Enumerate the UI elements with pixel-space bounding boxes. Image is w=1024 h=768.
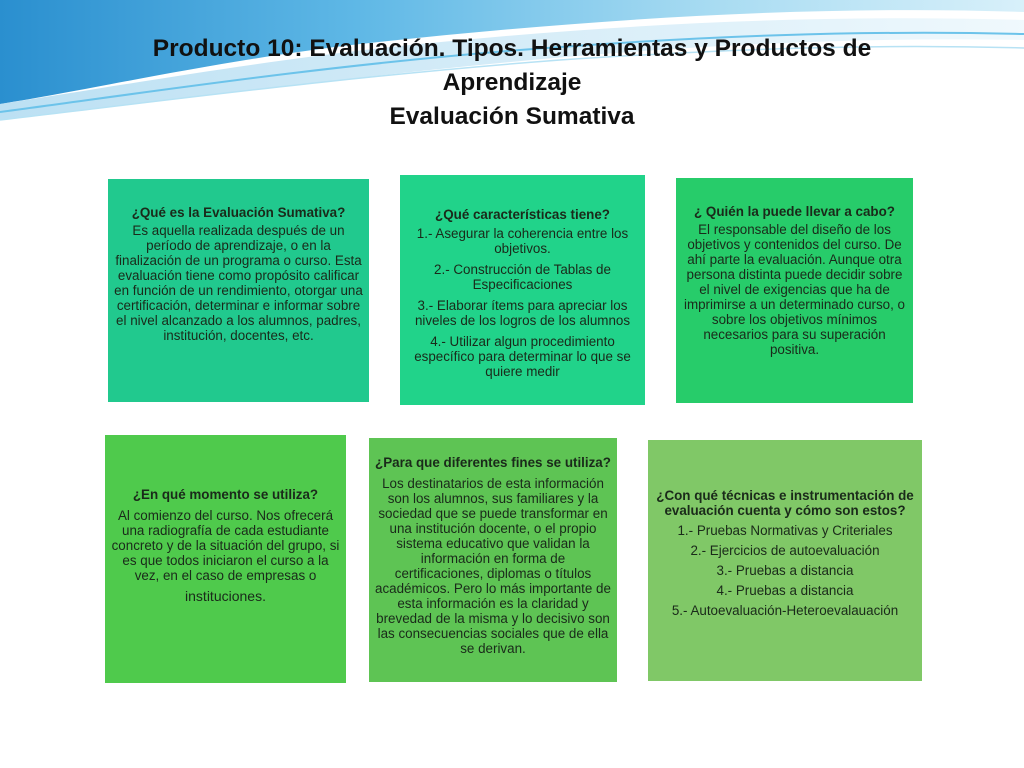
box-fines-question: ¿Para que diferentes fines se utiliza? <box>375 455 611 470</box>
box-tecnicas <box>648 440 922 681</box>
list-item: 3.- Pruebas a distancia <box>716 563 854 578</box>
list-item: 4.- Utilizar algun procedimiento específico para determinar lo que se quiere medir <box>414 334 631 379</box>
box-que-es-question: ¿Qué es la Evaluación Sumativa? <box>131 205 346 220</box>
box-que-es <box>108 179 369 402</box>
box-quien-question: ¿ Quién la puede llevar a cabo? <box>694 204 895 219</box>
box-momento-question: ¿En qué momento se utiliza? <box>132 487 319 502</box>
title-line-3: Evaluación Sumativa <box>389 103 635 130</box>
box-momento-answer: Al comienzo del curso. Nos ofrecerá una radiografía de cada estudiante concreto y de la situación del grupo, si es que todos iniciaron el curso a la vez, en el caso de empresas o <box>111 508 340 583</box>
slide-title <box>40 32 984 134</box>
box-fines <box>369 438 617 682</box>
list-item: 3.- Elaborar ítems para apreciar los niveles de los logros de los alumnos <box>414 298 631 328</box>
list-item: 2.- Construcción de Tablas de Especificaciones <box>434 262 611 292</box>
list-item: 5.- Autoevaluación-Heteroevalauación <box>671 603 899 618</box>
box-que-es-answer: Es aquella realizada después de un período de aprendizaje, o en la finalización de un programa o curso. Esta evaluación tiene como propósito calificar en función de un rendimiento, otorgar una certificación, determinar e informar sobre el nivel alcanzado a los alumnos, padres, institución, docentes, etc. <box>114 223 363 343</box>
list-item: 4.- Pruebas a distancia <box>716 583 854 598</box>
box-tecnicas-question: ¿Con qué técnicas e instrumentación de evaluación cuenta y cómo son estos? <box>656 488 914 518</box>
list-item: 1.- Pruebas Normativas y Criteriales <box>677 523 893 538</box>
title-line-2: Aprendizaje <box>442 69 582 96</box>
box-quien <box>676 178 913 403</box>
list-item: 1.- Asegurar la coherencia entre los objetivos. <box>416 226 629 256</box>
box-fines-answer: Los destinatarios de esta información son los alumnos, sus familiares y la sociedad que se puede transformar en una institución docente, o el propio sistema educativo que validan la información en forma de certificaciones, diplomas o títulos académicos. Pero lo más importante de esta información es la claridad y brevedad de la misma y lo decisivo son las consecuencias sociales que de ella se derivan. <box>375 476 611 656</box>
box-quien-answer: El responsable del diseño de los objetivos y contenidos del curso. De ahí parte la evaluación. Aunque otra persona distinta puede decidir sobre el nivel de exigencias que ha de imprimirse a un determinado curso, o sobre los objetivos mínimos necesarios para su superación positiva. <box>683 222 906 357</box>
title-line-1: Producto 10: Evaluación. Tipos. Herramientas y Productos de <box>152 35 872 62</box>
box-momento <box>105 435 346 683</box>
box-caracteristicas-question: ¿Qué características tiene? <box>435 207 610 222</box>
box-caracteristicas <box>400 175 645 405</box>
list-item: 2.- Ejercicios de autoevaluación <box>690 543 880 558</box>
box-momento-answer-tail: instituciones. <box>185 588 266 604</box>
